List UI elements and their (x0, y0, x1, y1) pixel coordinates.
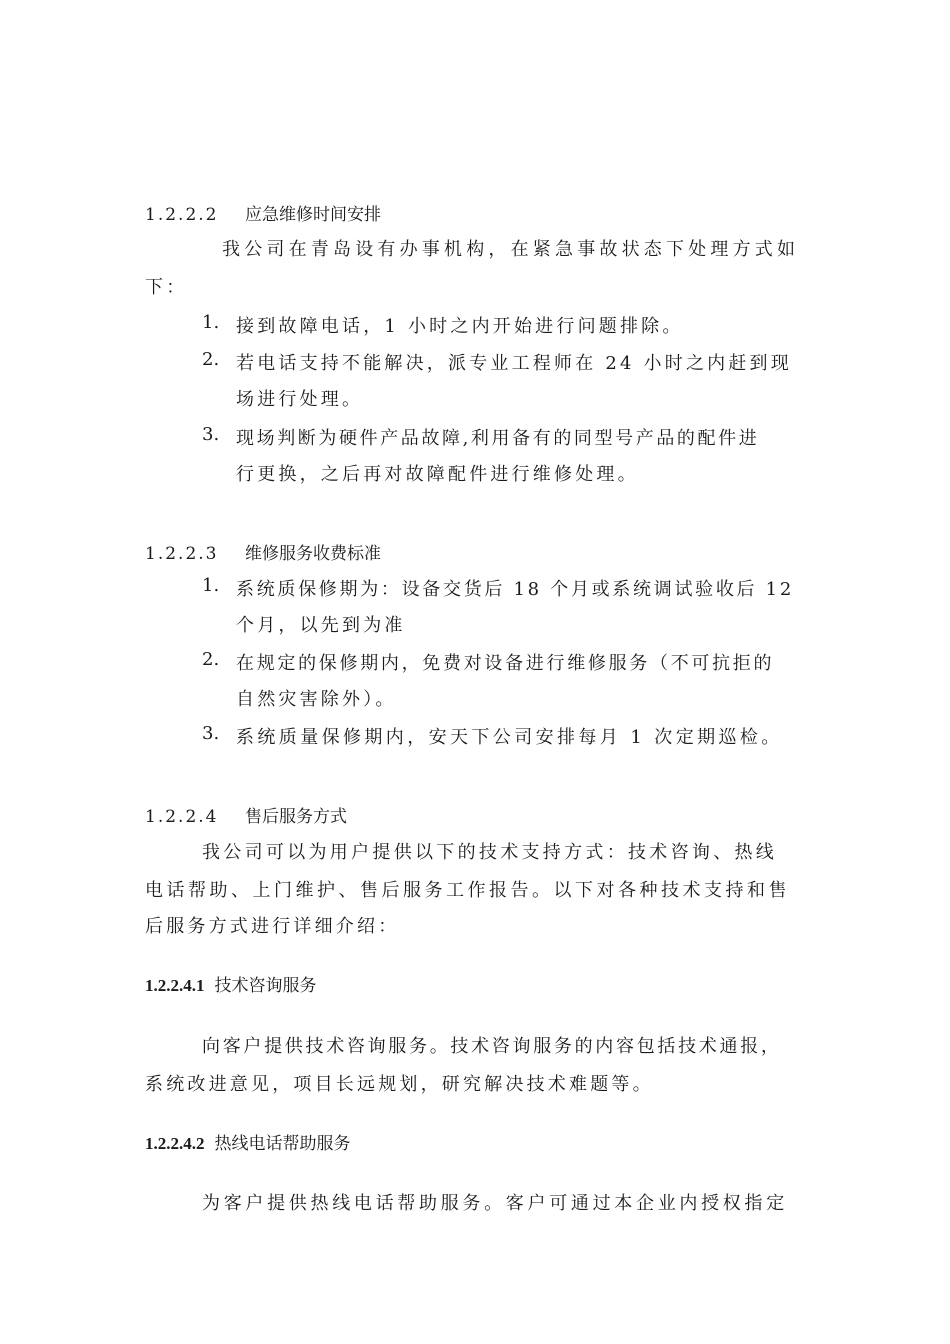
subsection-heading-1-2-2-4-2 (145, 1129, 351, 1154)
section-heading-1-2-2-3 (145, 539, 381, 564)
list-item-text: 系统质量保修期内，安天下公司安排每月 1 次定期巡检。 (236, 727, 783, 748)
subsection-heading-1-2-2-4-1 (145, 971, 317, 996)
subsection-number: 1.2.2.4.1 (145, 976, 205, 995)
subsection-number: 1.2.2.4.2 (145, 1134, 205, 1153)
subsection-title: 技术咨询服务 (214, 976, 317, 996)
list-item-text: 在规定的保修期内，免费对设备进行维修服务（不可抗拒的 (236, 653, 775, 674)
list-item-text: 自然灾害除外）。 (236, 689, 397, 710)
list-item-number: 1. (202, 312, 220, 333)
paragraph-line: 我公司可以为用户提供以下的技术支持方式：技术咨询、热线 (202, 842, 778, 863)
section-number: 1.2.2.4 (145, 807, 219, 827)
section-title: 售后服务方式 (245, 807, 347, 827)
paragraph-line: 电话帮助、上门维护、售后服务工作报告。以下对各种技术支持和售 (145, 880, 790, 901)
list-item-number: 3. (202, 424, 220, 445)
subsection-title: 热线电话帮助服务 (214, 1134, 351, 1154)
list-item-text: 系统质保修期为：设备交货后 18 个月或系统调试验收后 12 (236, 579, 794, 600)
section-heading-1-2-2-4 (145, 802, 347, 827)
list-item-number: 3. (202, 723, 220, 744)
list-item-text: 接到故障电话，1 小时之内开始进行问题排除。 (236, 316, 684, 337)
paragraph-line: 向客户提供技术咨询服务。技术咨询服务的内容包括技术通报， (202, 1036, 782, 1057)
paragraph-line: 后服务方式进行详细介绍： (145, 916, 400, 937)
paragraph-line: 系统改进意见，项目长远规划，研究解决技术难题等。 (145, 1074, 654, 1095)
paragraph-line: 为客户提供热线电话帮助服务。客户可通过本企业内授权指定 (202, 1193, 788, 1214)
paragraph-line: 我公司在青岛设有办事机构，在紧急事故状态下处理方式如 (222, 239, 800, 260)
list-item-number: 2. (202, 349, 220, 370)
section-title: 维修服务收费标准 (245, 544, 381, 564)
section-title: 应急维修时间安排 (245, 205, 381, 225)
list-item-text: 现场判断为硬件产品故障,利用备有的同型号产品的配件进 (236, 428, 760, 449)
section-heading-1-2-2-2 (145, 200, 381, 225)
list-item-text: 若电话支持不能解决，派专业工程师在 24 小时之内赶到现 (236, 353, 792, 374)
list-item-text: 行更换，之后再对故障配件进行维修处理。 (236, 464, 639, 485)
list-item-text: 个月，以先到为准 (236, 615, 406, 636)
list-item-number: 1. (202, 575, 220, 596)
paragraph-line: 下： (145, 277, 188, 298)
list-item-number: 2. (202, 649, 220, 670)
section-number: 1.2.2.2 (145, 205, 219, 225)
section-number: 1.2.2.3 (145, 544, 219, 564)
list-item-text: 场进行处理。 (236, 389, 364, 410)
